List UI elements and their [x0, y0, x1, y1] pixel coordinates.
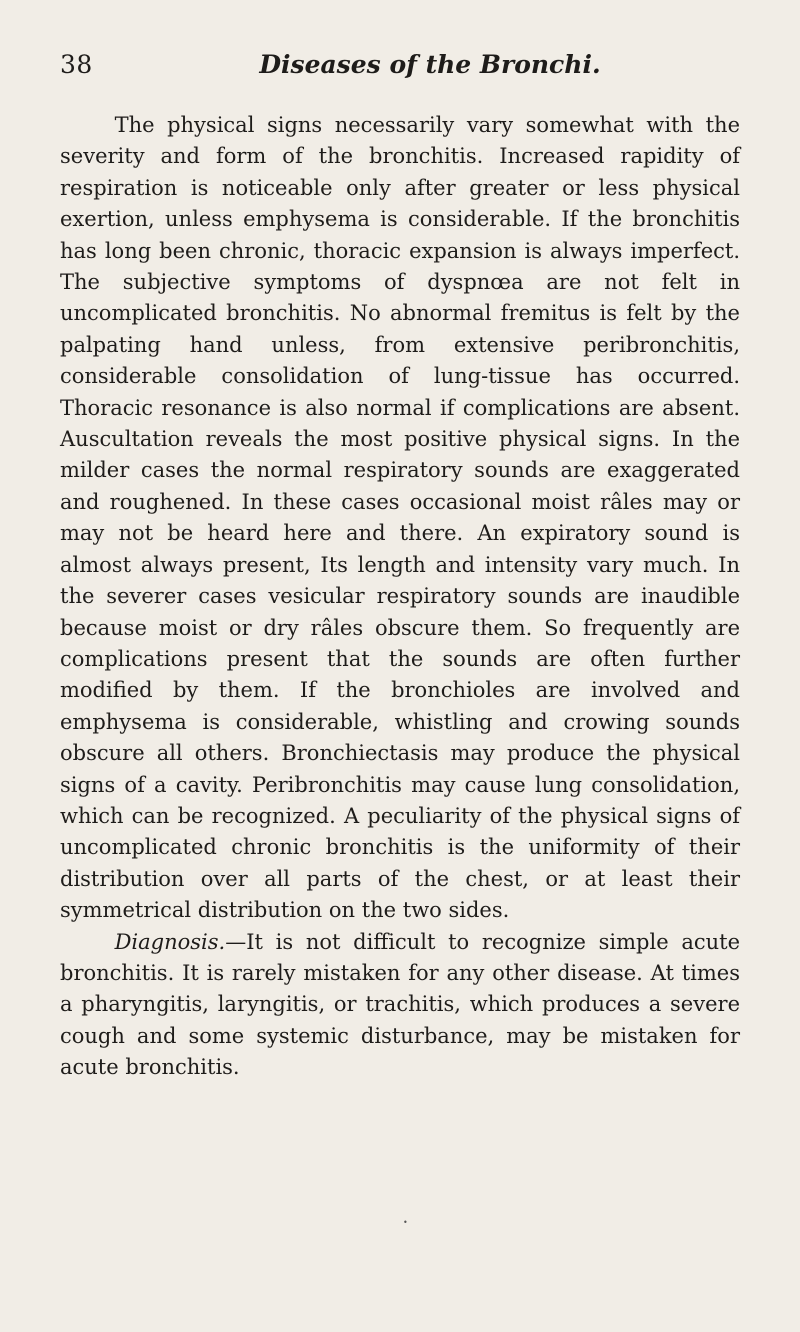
diagnosis-heading: Diagnosis.: [114, 929, 226, 954]
running-head: [60, 50, 740, 90]
paragraph-diagnosis: [60, 927, 740, 1084]
printer-mark: •: [403, 1218, 408, 1227]
diagnosis-text: —It is not difficult to recognize simple acute bronchitis. It is rarely mistaken for any other disease. At times a pharyngitis, laryngitis, or trachitis, which produces a severe cough and some systemic disturbance, may be mistaken for acute bronchitis.: [60, 929, 740, 1080]
chapter-title: Diseases of the Bronchi.: [259, 50, 601, 79]
body-text: [60, 110, 740, 1084]
paragraph-physical-signs: The physical signs necessarily vary somewhat with the severity and form of the bronchitis. Increased rapidity of respiration is noticeable only after greater or less physical exertion, unless emphysema is considerable. If the bronchitis has long been chronic, thoracic expansion is always imperfect. The subjective symptoms of dyspnœa are not felt in uncomplicated bronchitis. No abnormal fremitus is felt by the palpating hand unless, from extensive peribronchitis, considerable consolidation of lung-tissue has occurred. Thoracic resonance is also normal if complications are absent. Auscultation reveals the most positive physical signs. In the milder cases the normal respiratory sounds are exaggerated and roughened. In these cases occasional moist râles may or may not be heard here and there. An expiratory sound is almost always present, Its length and intensity vary much. In the severer cases vesicular respiratory sounds are inaudible because moist or dry râles obscure them. So frequently are complications present that the sounds are often further modified by them. If the bronchioles are involved and emphysema is considerable, whistling and crowing sounds obscure all others. Bronchiectasis may produce the physical signs of a cavity. Peribronchitis may cause lung consolidation, which can be recognized. A peculiarity of the physical signs of uncomplicated chronic bronchitis is the uniformity of their distribution over all parts of the chest, or at least their symmetrical distribution on the two sides.: [60, 113, 740, 923]
page-number: 38: [60, 50, 93, 79]
